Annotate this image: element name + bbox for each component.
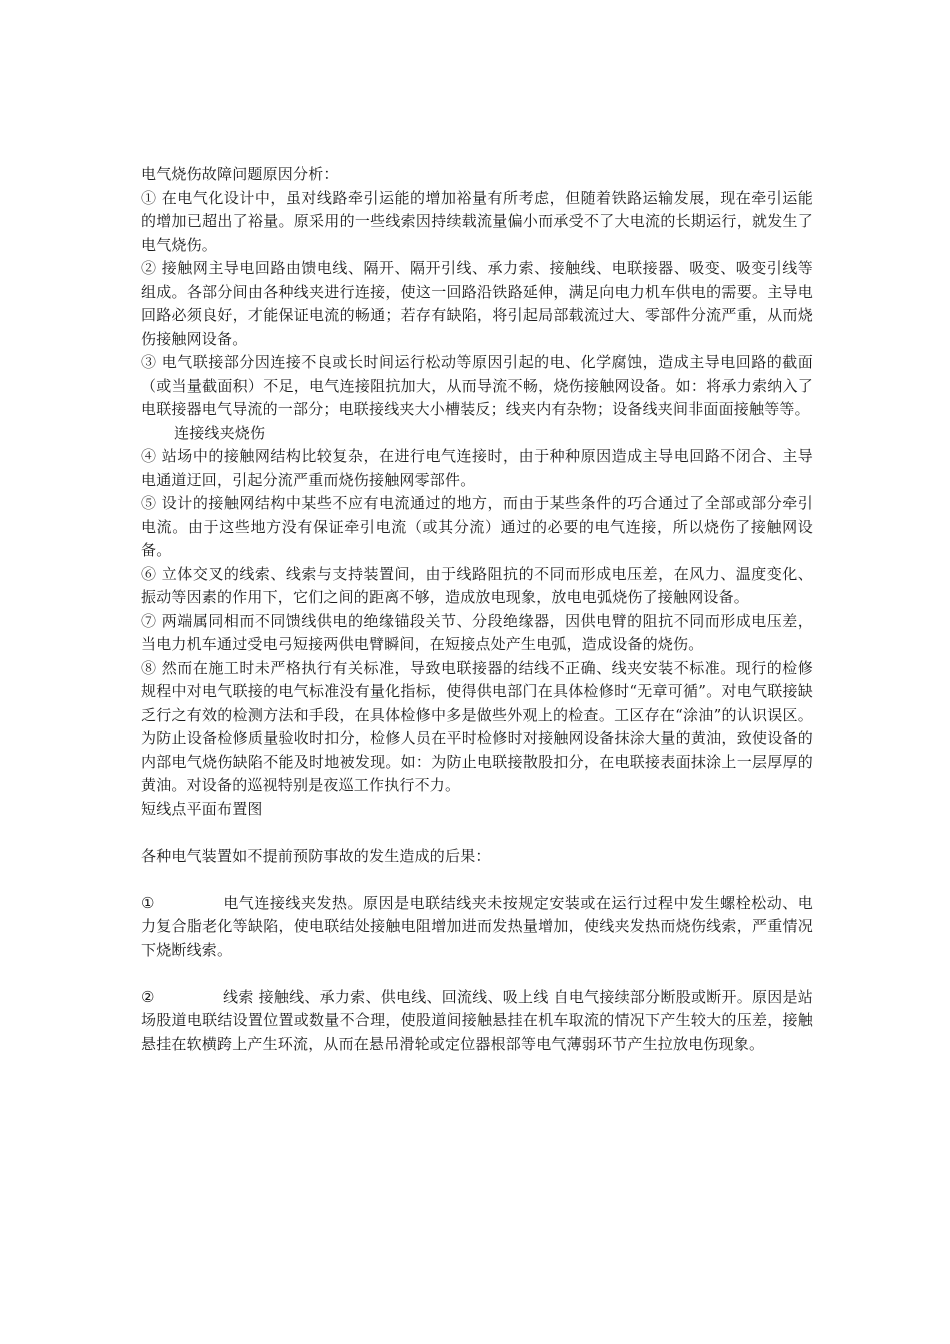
- consequence-item-2: [141, 986, 813, 1057]
- spacer: [141, 868, 813, 892]
- item-text: 线索 接触线、承力索、供电线、回流线、吸上线 自电气接续部分断股或断开。原因是站场股道电联结设置位置或数量不合理，使股道间接触悬挂在机车取流的情况下产生较大的压差，接触悬挂在软横跨上产生环流，从而在悬吊滑轮或定位器根部等电气薄弱环节产生拉放电伤现象。: [141, 987, 813, 1053]
- cause-paragraph-7: ⑦ 两端属同相而不同馈线供电的绝缘锚段关节、分段绝缘器，因供电臂的阻抗不同而形成电压差，当电力机车通过受电弓短接两供电臂瞬间，在短接点处产生电弧，造成设备的烧伤。: [141, 611, 813, 653]
- cause-paragraph-1: ① 在电气化设计中，虽对线路牵引运能的增加裕量有所考虑，但随着铁路运输发展，现在牵引运能的增加已超出了裕量。原采用的一些线索因持续载流量偏小而承受不了大电流的长期运行，就发生了电气烧伤。: [141, 188, 813, 254]
- cause-paragraph-4: ④ 站场中的接触网结构比较复杂，在进行电气连接时，由于种种原因造成主导电回路不闭合、主导电通道迂回，引起分流严重而烧伤接触网零部件。: [141, 447, 813, 489]
- spacer: [141, 962, 813, 986]
- item-number: ①: [141, 893, 155, 912]
- item-number: ②: [141, 987, 155, 1006]
- cause-paragraph-2: ② 接触网主导电回路由馈电线、隔开、隔开引线、承力索、接触线、电联接器、吸变、吸变引线等组成。各部分间由各种线夹进行连接，使这一回路沿铁路延伸，满足向电力机车供电的需要。主导电回路必须良好，才能保证电流的畅通；若存有缺陷，将引起局部载流过大、零部件分流严重，从而烧伤接触网设备。: [141, 259, 813, 348]
- cause-paragraph-8: ⑧ 然而在施工时未严格执行有关标准，导致电联接器的结线不正确、线夹安装不标准。现行的检修规程中对电气联接的电气标准没有量化指标，使得供电部门在具体检修时“无章可循”。对电气联接缺乏行之有效的检测方法和手段，在具体检修中多是做些外观上的检查。工区存在“涂油”的认识误区。为防止设备检修质量验收时扣分，检修人员在平时检修时对接触网设备抹涂大量的黄油，致使设备的内部电气烧伤缺陷不能及时地被发现。如：为防止电联接散股扣分，在电联接表面抹涂上一层厚厚的黄油。对设备的巡视特别是夜巡工作执行不力。: [141, 658, 813, 794]
- document-body: [141, 163, 813, 1056]
- cause-paragraph-5: ⑤ 设计的接触网结构中某些不应有电流通过的地方，而由于某些条件的巧合通过了全部或部分牵引电流。由于这些地方没有保证牵引电流（或其分流）通过的必要的电气连接，所以烧伤了接触网设备。: [141, 494, 813, 559]
- spacer: [141, 821, 813, 845]
- figure-caption-connector-burn: 连接线夹烧伤: [174, 423, 266, 442]
- cause-paragraph-3: ③ 电气联接部分因连接不良或长时间运行松动等原因引起的电、化学腐蚀，造成主导电回路的截面（或当量截面积）不足，电气连接阻抗加大，从而导流不畅，烧伤接触网设备。如：将承力索纳入了电联接器电气导流的一部分；电联接线夹大小槽装反；线夹内有杂物；设备线夹间非面面接触等等。: [141, 353, 813, 418]
- cause-paragraph-6: ⑥ 立体交叉的线索、线索与支持装置间，由于线路阻抗的不同而形成电压差，在风力、温度变化、振动等因素的作用下，它们之间的距离不够，造成放电现象，放电电弧烧伤了接触网设备。: [141, 564, 813, 606]
- consequences-heading: 各种电气装置如不提前预防事故的发生造成的后果：: [141, 846, 491, 865]
- consequence-item-1: [141, 892, 813, 963]
- item-text: 电气连接线夹发热。原因是电联结线夹未按规定安装或在运行过程中发生螺栓松动、电力复合脂老化等缺陷，使电联结处接触电阻增加进而发热量增加，使线夹发热而烧伤线索，严重情况下烧断线索。: [141, 893, 813, 959]
- figure-caption-layout: 短线点平面布置图: [141, 799, 263, 818]
- section-heading: 电气烧伤故障问题原因分析：: [141, 165, 339, 183]
